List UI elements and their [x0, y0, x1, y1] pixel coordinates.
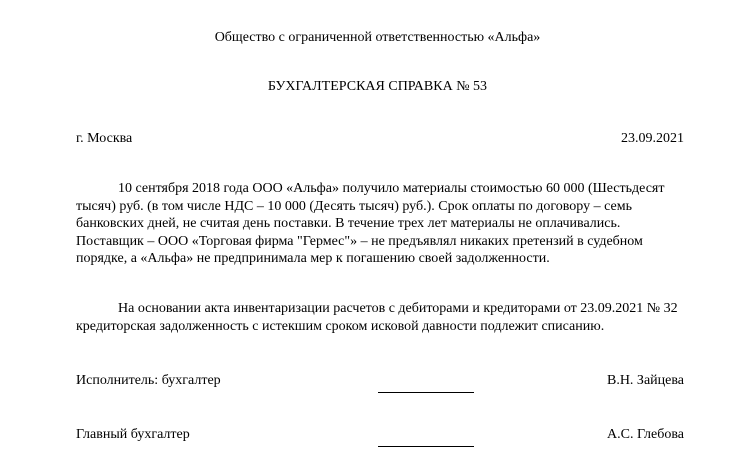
document-date: 23.09.2021: [621, 131, 684, 146]
signature-role-chief-accountant: Главный бухгалтер: [76, 427, 190, 442]
paragraph-text: 10 сентября 2018 года ООО «Альфа» получило материалы стоимостью 60 000 (Шестьдесят тысяч) руб. (в том числе НДС – 10 000 (Десять тысяч) руб.). Срок оплаты по договору – семь банковских дней, не считая день поставки. В течение трех лет материалы не оплачивались. Поставщик – ООО «Торговая фирма "Гермес"» – не предъявлял никаких претензий в судебном порядке, а «Альфа» не предпринимала мер к погашению своей задолженности.: [76, 181, 665, 266]
body-paragraph-2: [76, 300, 686, 335]
body-paragraph-1: [76, 180, 686, 268]
document-city: г. Москва: [76, 131, 133, 146]
organization-name: Общество с ограниченной ответственностью «Альфа»: [214, 30, 541, 45]
signature-role-executor: Исполнитель: бухгалтер: [76, 373, 221, 388]
signature-line-executor: [378, 392, 474, 393]
signature-name-chief-accountant: А.С. Глебова: [607, 427, 684, 442]
signature-name-executor: В.Н. Зайцева: [606, 373, 684, 388]
signature-line-chief-accountant: [378, 446, 474, 447]
document-title: БУХГАЛТЕРСКАЯ СПРАВКА № 53: [267, 79, 488, 94]
paragraph-text: На основании акта инвентаризации расчетов с дебиторами и кредиторами от 23.09.2021 № 32 кредиторская задолженность с истекшим сроком исковой давности подлежит списанию.: [76, 301, 678, 334]
